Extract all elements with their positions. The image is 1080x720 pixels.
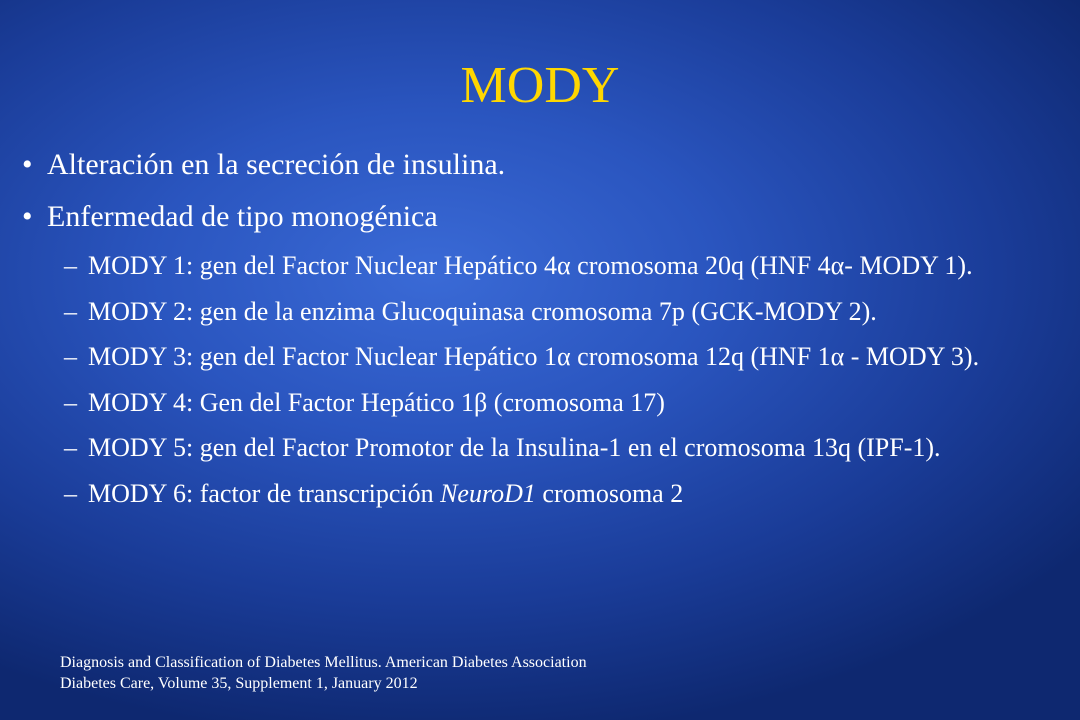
bullet-item xyxy=(22,197,1062,236)
dash-marker: – xyxy=(64,478,77,508)
bullet-text: Enfermedad de tipo monogénica xyxy=(47,200,438,233)
sub-item-text: MODY 1: gen del Factor Nuclear Hepático 4α cromosoma 20q (HNF 4α- MODY 1). xyxy=(88,251,973,280)
sub-item-mody-2 xyxy=(64,295,1062,330)
bullet-text: Alteración en la secreción de insulina. xyxy=(47,148,506,181)
sub-item-text: MODY 3: gen del Factor Nuclear Hepático 1α cromosoma 12q (HNF 1α - MODY 3). xyxy=(88,342,980,372)
sub-item-text-before: MODY 6: factor de transcripción xyxy=(88,478,441,508)
dash-marker: – xyxy=(64,342,77,372)
gene-name-italic: NeuroD1 xyxy=(440,478,536,508)
slide-title: MODY xyxy=(460,57,620,114)
source-citation xyxy=(60,653,587,695)
dash-marker: – xyxy=(64,251,77,280)
dash-marker: – xyxy=(64,387,77,417)
sub-item-mody-3 xyxy=(64,340,1062,375)
sub-item-mody-6 xyxy=(64,477,1062,512)
citation-line-1: Diagnosis and Classification of Diabetes Mellitus. American Diabetes Association xyxy=(60,654,587,671)
bullet-marker: • xyxy=(22,148,33,181)
sub-item-text xyxy=(88,477,1062,512)
citation-line-2: Diabetes Care, Volume 35, Supplement 1, January 2012 xyxy=(60,674,418,692)
bullet-marker: • xyxy=(22,200,33,233)
sub-item-text-after: cromosoma 2 xyxy=(535,478,684,508)
sub-item-mody-4 xyxy=(64,386,1062,421)
sub-item-mody-1 xyxy=(64,249,1062,284)
slide-content xyxy=(22,145,1062,522)
dash-marker: – xyxy=(64,296,77,326)
sub-item-text: MODY 2: gen de la enzima Glucoquinasa cromosoma 7p (GCK-MODY 2). xyxy=(88,296,877,326)
dash-marker: – xyxy=(64,433,77,463)
sub-item-text: MODY 5: gen del Factor Promotor de la Insulina-1 en el cromosoma 13q (IPF-1). xyxy=(88,433,941,463)
sub-item-text: MODY 4: Gen del Factor Hepático 1β (cromosoma 17) xyxy=(88,387,665,417)
sub-item-mody-5 xyxy=(64,431,1062,466)
bullet-item xyxy=(22,145,1062,184)
